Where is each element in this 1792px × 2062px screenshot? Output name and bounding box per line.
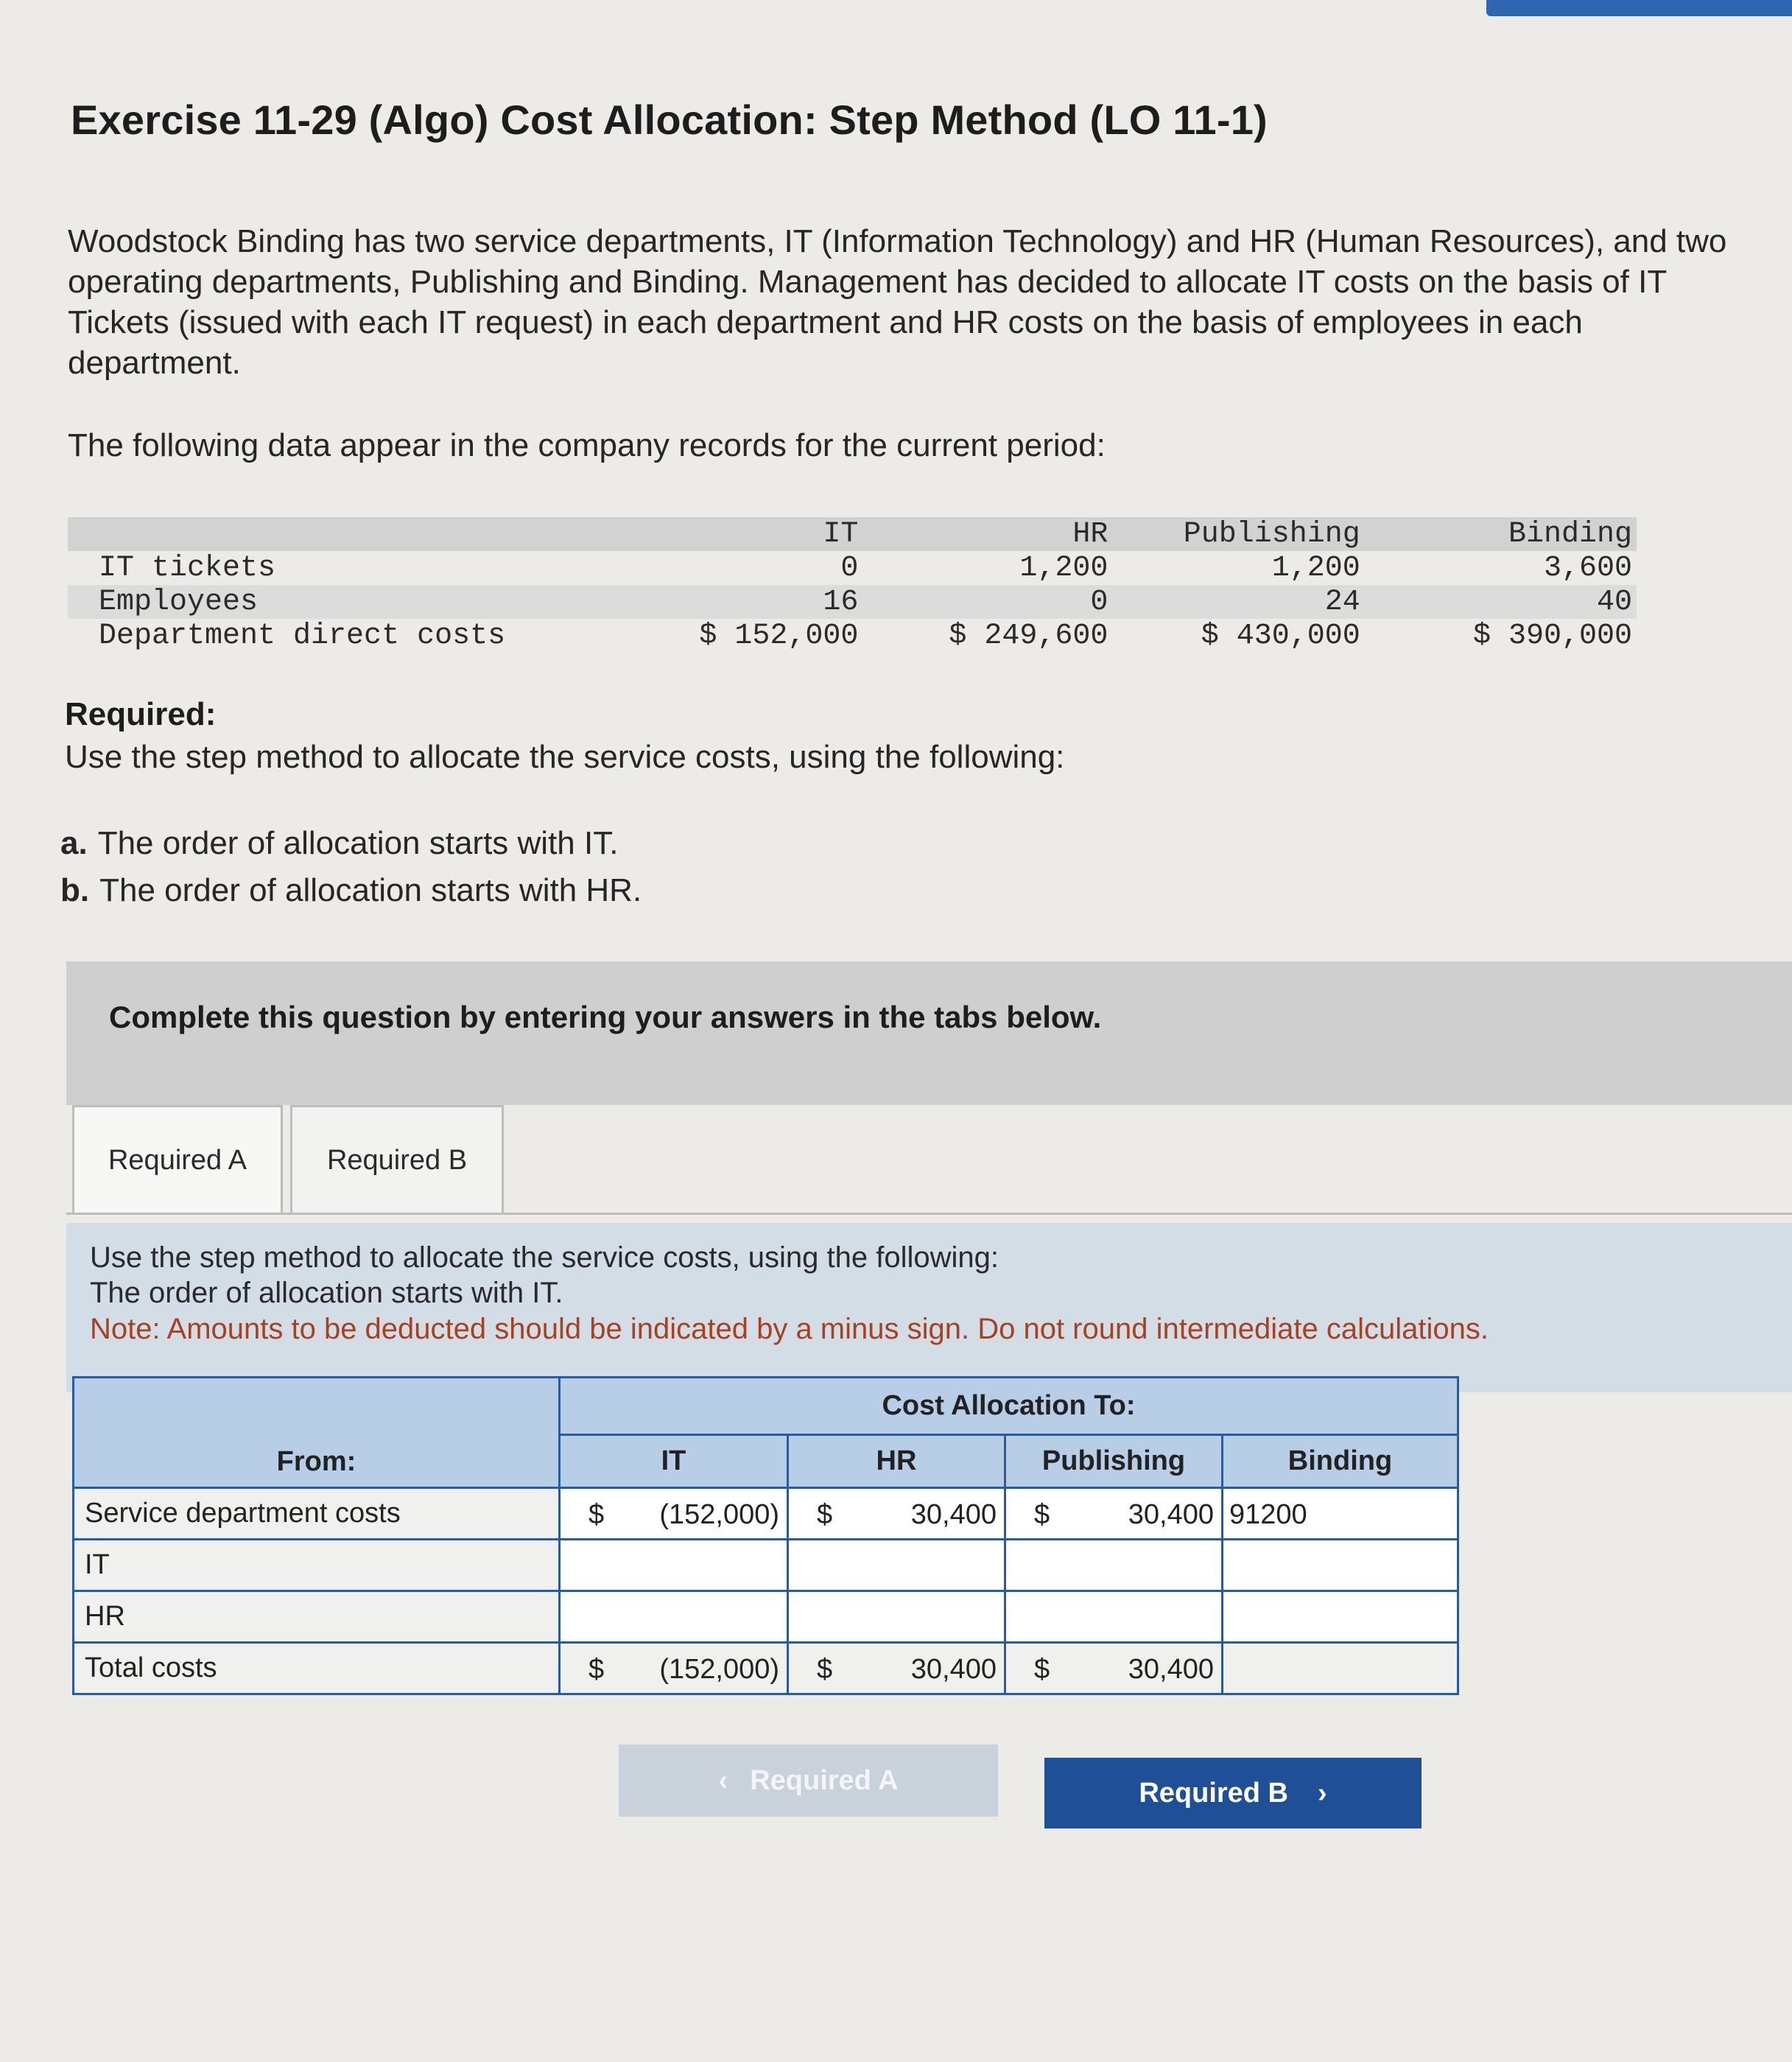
data-cell: 0 <box>1090 585 1108 619</box>
page-title: Exercise 11-29 (Algo) Cost Allocation: Step Method (LO 11-1) <box>71 97 1268 143</box>
currency-symbol: $ <box>588 1499 605 1530</box>
table-row <box>74 1488 1458 1540</box>
column-header-publishing: Publishing <box>1005 1435 1223 1488</box>
currency-symbol: $ <box>817 1499 833 1530</box>
data-row-employees <box>68 585 1637 619</box>
input-it-binding[interactable] <box>1223 1540 1458 1591</box>
data-row-label: Department direct costs <box>99 619 506 653</box>
instructions-banner <box>66 961 1792 1105</box>
total-it: $ (152,000) <box>560 1643 788 1694</box>
next-button-label: Required B <box>1139 1777 1289 1809</box>
data-cell: $ 390,000 <box>1472 619 1632 653</box>
banner-text: Complete this question by entering your answers in the tabs below. <box>109 1000 1102 1034</box>
previous-button-label: Required A <box>750 1764 899 1796</box>
data-header-hr: HR <box>1072 517 1108 551</box>
table-row <box>74 1591 1458 1643</box>
input-hr-hr[interactable] <box>788 1591 1005 1643</box>
tab-divider <box>66 1213 1792 1215</box>
instruction-line: The order of allocation starts with IT. <box>90 1277 563 1309</box>
data-cell: 40 <box>1596 585 1632 619</box>
table-row <box>74 1540 1458 1591</box>
data-cell: 0 <box>840 551 859 585</box>
data-cell: 3,600 <box>1543 551 1632 585</box>
required-parts-list <box>60 825 642 919</box>
total-publishing: $ 30,400 <box>1005 1643 1223 1694</box>
data-cell: 1,200 <box>1019 551 1108 585</box>
required-text: Use the step method to allocate the service costs, using the following: <box>65 739 1065 775</box>
data-row-it-tickets <box>68 551 1637 585</box>
data-cell: 1,200 <box>1271 551 1360 585</box>
currency-symbol: $ <box>588 1654 605 1685</box>
input-service-hr[interactable]: $ 30,400 <box>788 1488 1005 1540</box>
data-row-label: IT tickets <box>99 551 276 585</box>
required-heading: Required: <box>65 696 217 732</box>
data-header-it: IT <box>823 517 859 551</box>
input-it-hr[interactable] <box>788 1540 1005 1591</box>
row-label-service-costs: Service department costs <box>74 1488 560 1540</box>
previous-button-required-a[interactable] <box>619 1744 998 1817</box>
total-hr: $ 30,400 <box>788 1643 1005 1694</box>
data-table-header-row <box>68 517 1637 551</box>
cost-allocation-header: Cost Allocation To: <box>560 1378 1458 1435</box>
company-data-table <box>68 517 1637 653</box>
data-cell: 24 <box>1324 585 1360 619</box>
tab-instructions <box>66 1223 1792 1392</box>
data-cell: $ 430,000 <box>1201 619 1360 653</box>
cost-allocation-table <box>72 1376 1459 1695</box>
column-header-binding: Binding <box>1223 1435 1458 1488</box>
row-label-hr: HR <box>74 1591 560 1643</box>
instruction-note: Note: Amounts to be deducted should be indicated by a minus sign. Do not round intermediate calculations. <box>90 1313 1489 1345</box>
column-header-hr: HR <box>788 1435 1005 1488</box>
instruction-line: Use the step method to allocate the service costs, using the following: <box>90 1241 999 1274</box>
input-hr-publishing[interactable] <box>1005 1591 1223 1643</box>
chevron-right-icon: › <box>1318 1777 1327 1809</box>
data-cell: 16 <box>823 585 859 619</box>
input-service-publishing[interactable]: $ 30,400 <box>1005 1488 1223 1540</box>
data-cell: $ 152,000 <box>699 619 859 653</box>
column-header-it: IT <box>560 1435 788 1488</box>
tab-required-b[interactable]: Required B <box>290 1105 504 1214</box>
input-it-publishing[interactable] <box>1005 1540 1223 1591</box>
data-cell: $ 249,600 <box>949 619 1108 653</box>
data-header-publishing: Publishing <box>1183 517 1360 551</box>
row-label-total-costs: Total costs <box>74 1643 560 1694</box>
from-header: From: <box>74 1378 560 1488</box>
input-service-binding[interactable]: 91200 <box>1223 1488 1458 1540</box>
data-row-direct-costs <box>68 619 1637 653</box>
list-item: a. The order of allocation starts with IT. <box>60 825 619 861</box>
intro-paragraph: Woodstock Binding has two service departments, IT (Information Technology) and HR (Human Resources), and two operating departments, Publishing and Binding. Management has decided to allocate IT costs on the basis of IT Tickets (issued with each IT request) in each department and HR costs on the basis of employees in each department. <box>68 223 1727 381</box>
next-button-required-b[interactable] <box>1044 1758 1422 1828</box>
data-row-label: Employees <box>99 585 259 619</box>
input-hr-it[interactable] <box>560 1591 788 1643</box>
row-label-it: IT <box>74 1540 560 1591</box>
lead-sentence: The following data appear in the company records for the current period: <box>68 427 1106 463</box>
input-hr-binding[interactable] <box>1223 1591 1458 1643</box>
tab-required-a[interactable]: Required A <box>72 1105 283 1214</box>
total-binding <box>1223 1643 1458 1694</box>
input-service-it[interactable]: $ (152,000) <box>560 1488 788 1540</box>
chevron-left-icon: ‹ <box>718 1764 728 1796</box>
table-row <box>74 1643 1458 1694</box>
currency-symbol: $ <box>817 1654 833 1685</box>
top-bar <box>1486 0 1792 16</box>
data-header-blank <box>68 517 695 551</box>
list-item: b. The order of allocation starts with HR. <box>60 872 642 908</box>
input-it-it[interactable] <box>560 1540 788 1591</box>
currency-symbol: $ <box>1034 1654 1050 1685</box>
data-header-binding: Binding <box>1508 517 1632 551</box>
currency-symbol: $ <box>1034 1499 1050 1530</box>
